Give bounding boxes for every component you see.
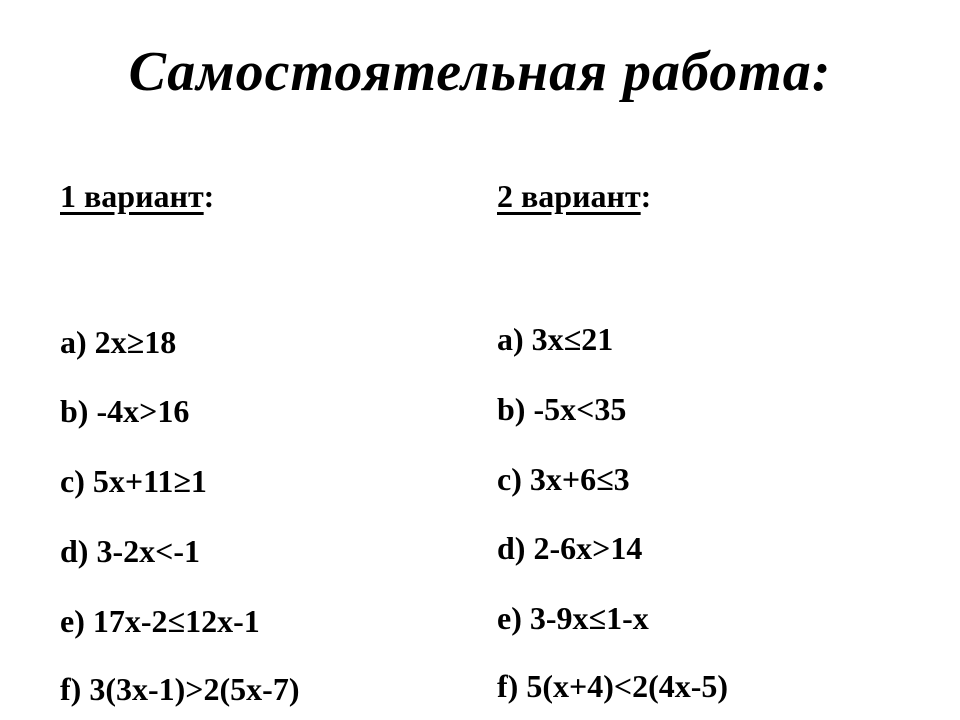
variant-1-heading-label: 1 вариант xyxy=(60,178,204,214)
variant-1-task-a: a) 2x≥18 xyxy=(60,324,177,360)
variant-1-task-e: e) 17x-2≤12x-1 xyxy=(60,603,260,639)
variant-2-task-a: a) 3x≤21 xyxy=(497,321,614,357)
variant-2-task-c: c) 3x+6≤3 xyxy=(497,461,630,497)
variant-2-heading-colon: : xyxy=(640,178,652,214)
variant-2-task-f: f) 5(x+4)<2(4x-5) xyxy=(497,668,729,704)
variant-1-task-b: b) -4x>16 xyxy=(60,393,190,429)
variant-2-task-b: b) -5x<35 xyxy=(497,391,627,427)
variant-1-task-f: f) 3(3x-1)>2(5x-7) xyxy=(60,671,300,707)
variant-2-heading-label: 2 вариант xyxy=(497,178,641,214)
variant-1-heading xyxy=(60,178,214,215)
page-title: Самостоятельная работа: xyxy=(128,41,832,103)
variant-2-task-e: e) 3-9x≤1-x xyxy=(497,600,649,636)
variant-1-heading-colon: : xyxy=(203,178,215,214)
variant-2-task-d: d) 2-6x>14 xyxy=(497,530,643,566)
variant-2-heading xyxy=(497,178,651,215)
variant-1-task-d: d) 3-2x<-1 xyxy=(60,533,200,569)
variant-1-task-c: c) 5x+11≥1 xyxy=(60,463,207,499)
